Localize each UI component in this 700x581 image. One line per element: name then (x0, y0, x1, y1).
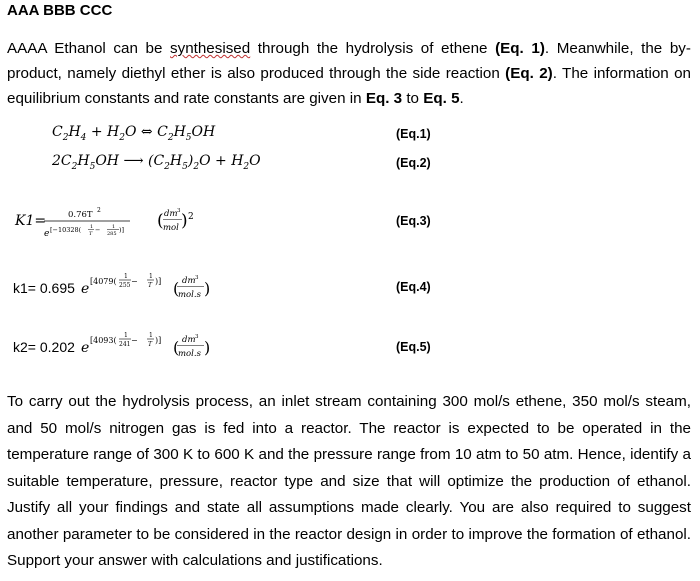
intro-text-6: . (459, 90, 464, 107)
eq2-tag: (Eq.2) (396, 156, 431, 170)
eq3-numerator: 0.76T (68, 210, 93, 220)
eq4-f2n: 1 (149, 273, 153, 280)
intro-text-2: through the hydrolysis of ethene (250, 40, 496, 57)
eq2-reference: (Eq. 2) (505, 65, 553, 82)
eq4-unit-numerator-exp: 3 (195, 275, 199, 281)
eq4-f1n: 1 (124, 273, 128, 280)
eq5-reference: Eq. 5 (423, 90, 460, 107)
eq3-exp: [−10328( (50, 226, 82, 234)
eq1-tag: (Eq.1) (396, 127, 431, 141)
svg-text:(: ( (157, 211, 164, 231)
eq5-f1d: 241 (119, 341, 131, 348)
eq3-lhs: K1= (15, 213, 47, 229)
eq5-tag: (Eq.5) (396, 340, 431, 354)
equation-4 (13, 273, 210, 300)
eq5-unit-numerator-exp: 3 (195, 334, 199, 340)
eq4-minus: − (131, 277, 138, 286)
eq4-base: e (81, 281, 90, 297)
eq3-base: e (44, 229, 50, 239)
eq3-unit-numerator-exp: 3 (177, 208, 181, 214)
eq3-unit-numerator: dm (164, 209, 178, 219)
eq3-tag: (Eq.3) (396, 214, 431, 228)
eq4-f1d: 255 (119, 282, 131, 289)
eq5-f2d: T (148, 341, 153, 348)
eq5-lhs: k2= 0.202 (13, 339, 75, 355)
intro-text-5: to (402, 90, 424, 107)
eq3-unit-denominator: mol (163, 223, 179, 233)
eq3-reference: Eq. 3 (365, 90, 403, 107)
eq5-base: e (81, 340, 90, 356)
equation-1: $C_2H_4 + H_2O$ ⇔ $C_2H_5OH$ (52, 124, 216, 143)
task-paragraph: To carry out the hydrolysis process, an inlet stream containing 300 mol/s ethene, 350 mol/s steam, and 50 mol/s nitrogen gas is fed into a reactor. The reactor is expected to be operated in the temperature range of 300 K to 600 K and the pressure range from 10 atm to 50 atm. Hence, identify a suitable temperature, pressure, reactor type and size that will optimize the production of ethanol. Justify all your findings and state all assumptions made clearly. You are also required to suggest another parameter to be considered in the reactor design in order to improve the formation of ethanol. Support your answer with calculations and justifications. (7, 393, 691, 569)
eq4-tag: (Eq.4) (396, 280, 431, 294)
eq3-unit-exp: 2 (188, 212, 194, 222)
intro-text-1: Ethanol can be (46, 40, 170, 57)
eq3-f2d: 285 (107, 231, 117, 237)
equation-3 (14, 207, 194, 239)
eq5-unit-denominator: mol.s (178, 349, 201, 359)
eq5-unit-numerator: dm (182, 335, 196, 345)
spellcheck-word: synthesised (170, 40, 251, 57)
eq3-numerator-exp: 2 (97, 207, 101, 214)
eq4-exp-close: )] (155, 277, 162, 286)
equation-2: $2C_2H_5OH$ ⟶ $(C_2H_5)_2O + H_2O$ (52, 153, 261, 172)
intro-prefix: AAAA (7, 40, 47, 57)
eq5-exp: [4093( (90, 336, 117, 345)
equation-5 (13, 332, 210, 359)
eq3-f2n: 1 (112, 224, 116, 230)
eq3-minus: − (95, 226, 101, 234)
eq4-exp: [4079( (90, 277, 117, 286)
intro-text-4: . The information on equilibrium constants and rate constants are given in (7, 65, 691, 107)
eq4-unit-numerator: dm (182, 276, 196, 286)
svg-text:): ) (204, 279, 211, 298)
eq5-minus: − (131, 336, 138, 345)
eq5-exp-close: )] (155, 336, 162, 345)
svg-text:): ) (181, 211, 188, 231)
eq3-f1n: 1 (90, 224, 94, 230)
svg-text:): ) (204, 338, 211, 357)
svg-text:(: ( (173, 279, 180, 298)
eq5-f2n: 1 (149, 332, 153, 339)
eq4-f2d: T (148, 282, 153, 289)
eq4-unit-denominator: mol.s (178, 290, 201, 300)
eq1-reference: (Eq. 1) (495, 40, 545, 57)
eq3-f1d: T (89, 231, 93, 237)
question-heading: AAA BBB CCC (7, 2, 113, 19)
eq3-exp-close: )] (119, 226, 125, 234)
eq4-lhs: k1= 0.695 (13, 280, 75, 296)
intro-text-3: . Meanwhile, the by-product, namely diethyl ether is also produced through the side reaction (7, 40, 691, 82)
svg-text:(: ( (173, 338, 180, 357)
eq5-f1n: 1 (124, 332, 128, 339)
